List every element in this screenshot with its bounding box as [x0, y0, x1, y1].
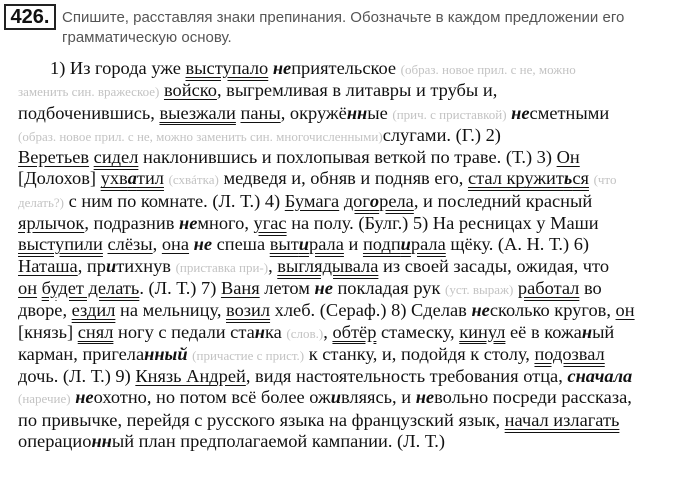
text-line-3 — [18, 103, 686, 125]
text-fragment: стамеску, — [376, 321, 460, 342]
predicate: выступили — [18, 234, 103, 255]
text-fragment: ухв — [100, 168, 128, 189]
text-line-15 — [18, 366, 686, 387]
text-fragment: , — [268, 255, 278, 276]
predicate: снял — [77, 321, 114, 342]
predicate: работал — [517, 277, 580, 298]
text-fragment: приятельское — [291, 58, 401, 78]
text-fragment: ые — [367, 102, 393, 123]
prefix-ne: не — [178, 213, 198, 234]
subject: Бумага — [284, 190, 340, 211]
text-fragment: , окружё — [280, 102, 347, 123]
text-fragment: наклонившись и похлопывая веткой по траве. (Т.) 3) — [138, 147, 557, 168]
text-fragment: [Долохов] — [18, 168, 101, 189]
subject: Веретьев — [18, 147, 90, 168]
text-fragment: рала — [410, 234, 446, 255]
subject: Ваня — [220, 277, 260, 298]
text-fragment: во — [579, 277, 602, 298]
text-fragment: летом — [259, 277, 315, 298]
subject: Он — [556, 147, 580, 168]
text-line-12 — [18, 300, 686, 321]
text-fragment: , и последний красный — [413, 190, 593, 211]
prefix-ne: не — [511, 102, 530, 123]
gray-note: (слов.) — [286, 325, 324, 341]
text-fragment: , пр — [77, 255, 106, 276]
predicate: угас — [253, 213, 287, 234]
text-fragment: покладая рук — [332, 277, 446, 298]
subject: ярлычок — [18, 213, 85, 234]
text-fragment: карман, пригела — [18, 343, 145, 364]
text-fragment: дог — [343, 190, 370, 211]
letter-highlight: н — [581, 321, 593, 342]
text-fragment: тил — [136, 168, 164, 189]
text-fragment: медведя и, обняв и подняв его, — [218, 168, 468, 189]
text-fragment: тихнув — [116, 255, 176, 276]
gray-note: (уст. выраж) — [445, 281, 514, 297]
text-fragment: сколько кругов, — [489, 300, 616, 321]
text-line-18 — [18, 431, 686, 452]
text-fragment: ся — [572, 168, 589, 189]
text-fragment: [князь] — [18, 321, 78, 342]
text-fragment: ка — [265, 321, 287, 342]
prefix-ne: не — [75, 387, 94, 408]
predicate: будет делать — [41, 277, 140, 298]
text-fragment: рала — [309, 234, 344, 255]
text-fragment: 1) Из города уже — [50, 58, 186, 78]
text-fragment: , — [152, 234, 162, 255]
text-line-5 — [18, 147, 686, 168]
text-fragment: . (Л. Т.) 7) — [139, 277, 221, 298]
text-fragment: и — [343, 234, 363, 255]
subject: она — [161, 234, 190, 255]
text-line-10 — [18, 256, 686, 278]
text-line-1 — [18, 58, 686, 80]
exercise-text — [18, 58, 686, 452]
gray-note: (схвáтка) — [168, 172, 219, 188]
gray-note: (наречие) — [18, 391, 71, 407]
text-fragment: операцио — [18, 431, 92, 452]
task-header — [4, 4, 694, 52]
text-fragment: , выгремливая в литавры и трубы и, — [216, 80, 498, 101]
adverb-highlight: сначала — [567, 366, 633, 387]
text-line-4 — [18, 125, 686, 147]
text-fragment: вольно посреди рассказа, — [434, 387, 632, 408]
subject: Наташа — [18, 255, 78, 276]
text-fragment: её в кожа — [505, 321, 582, 342]
text-line-16 — [18, 387, 686, 409]
text-fragment: к станку, и, подойдя к столу, — [304, 343, 535, 364]
text-fragment: на мельницу, — [115, 300, 227, 321]
text-fragment: много, — [197, 213, 254, 234]
text-fragment: слугами. (Г.) 2) — [382, 124, 501, 145]
predicate — [468, 168, 589, 188]
gray-note: (приставка при-) — [175, 259, 269, 275]
gray-note: (прич. с приставкой) — [392, 106, 507, 122]
vowel-highlight: и — [400, 234, 411, 255]
text-fragment: сметными — [529, 102, 610, 123]
particle-ne: не — [193, 234, 213, 255]
text-fragment: хлеб. (Сераф.) 8) Сделав — [270, 300, 472, 321]
text-fragment: подбоченившись, — [18, 102, 160, 123]
gray-note: делать?) — [18, 194, 65, 210]
text-line-2 — [18, 80, 686, 102]
double-n: нн — [346, 102, 368, 123]
double-n: нн — [91, 431, 112, 452]
predicate: обтёр — [332, 321, 377, 342]
text-line-13 — [18, 322, 686, 344]
gray-note: (причастие с прист.) — [192, 347, 305, 363]
text-line-7 — [18, 191, 686, 213]
text-fragment: ый план предполагаемой кампании. (Л. Т.) — [111, 431, 445, 452]
text-fragment: дочь. (Л. Т.) 9) — [18, 366, 136, 387]
text-fragment: вляясь, и — [340, 387, 416, 408]
task-number: 426. — [4, 4, 56, 30]
vowel-highlight: о — [369, 190, 380, 211]
text-fragment: по привычке, перейдя с русского языка на французский язык, — [18, 409, 505, 430]
text-fragment: выт — [269, 234, 299, 255]
subject: Князь Андрей — [135, 366, 246, 387]
predicate — [344, 191, 414, 211]
predicate: выглядывала — [277, 255, 379, 276]
predicate — [363, 234, 446, 254]
vowel-highlight: и — [105, 255, 117, 276]
predicate: сидел — [93, 147, 139, 168]
vowel-highlight: а — [127, 168, 137, 189]
subject: слёзы — [107, 234, 153, 255]
text-fragment: дворе, — [18, 300, 72, 321]
text-fragment: щёку. (А. Н. Т.) 6) — [445, 234, 590, 255]
text-fragment: рела — [379, 190, 414, 211]
text-fragment: спеша — [212, 234, 270, 255]
text-fragment: стал кружит — [467, 168, 564, 189]
subject: войско — [163, 80, 217, 101]
subject: паны — [240, 102, 281, 123]
predicate: выступало — [185, 58, 269, 78]
predicate: кинул — [459, 321, 506, 342]
gray-note: (образ. новое прил. с не, можно заменить син. многочисленными) — [18, 128, 383, 144]
double-n: нный — [144, 343, 188, 364]
predicate — [270, 234, 344, 254]
prefix-ne: не — [471, 300, 490, 321]
predicate: начал излагать — [504, 409, 620, 430]
letter-highlight: н — [254, 321, 265, 342]
predicate: выезжали — [159, 102, 236, 123]
prefix-ne: не — [272, 58, 292, 78]
text-line-14 — [18, 344, 686, 366]
predicate: подозвал — [534, 343, 605, 364]
soft-sign: ь — [563, 168, 573, 189]
gray-note: (что — [593, 172, 617, 188]
text-fragment: , подразнив — [84, 213, 179, 234]
text-fragment: охотно, но потом всё более ож — [93, 387, 331, 408]
text-fragment: ый — [592, 321, 615, 342]
text-fragment: подп — [362, 234, 401, 255]
text-line-9 — [18, 234, 686, 255]
task-instructions: Спишите, расставляя знаки препинания. Обозначьте в каждом предложении его грамматическую основу. — [62, 9, 625, 46]
subject: он — [615, 300, 635, 321]
text-fragment: ногу с педали ста — [113, 321, 255, 342]
particle-ne: не — [314, 277, 333, 298]
text-line-17 — [18, 410, 686, 431]
prefix-ne: не — [415, 387, 435, 408]
text-fragment: , видя настоятельность требования отца, — [245, 366, 568, 387]
gray-note: заменить син. вражеское) — [18, 84, 160, 100]
text-line-8 — [18, 213, 686, 234]
gray-note: (образ. новое прил. с не, можно — [400, 62, 576, 77]
text-line-11 — [18, 278, 686, 300]
predicate — [101, 168, 164, 188]
vowel-highlight: и — [330, 387, 341, 408]
text-fragment: на полу. (Булг.) 5) На ресницах у Маши — [286, 213, 599, 234]
text-fragment: из своей засады, ожидая, что — [378, 255, 610, 276]
predicate: возил — [226, 300, 271, 321]
subject: он — [18, 277, 38, 298]
predicate: ездил — [71, 300, 116, 321]
text-line-6 — [18, 168, 686, 190]
text-fragment: с ним по комнате. (Л. Т.) 4) — [64, 190, 285, 211]
text-fragment: , — [323, 321, 333, 342]
vowel-highlight: и — [298, 234, 310, 255]
